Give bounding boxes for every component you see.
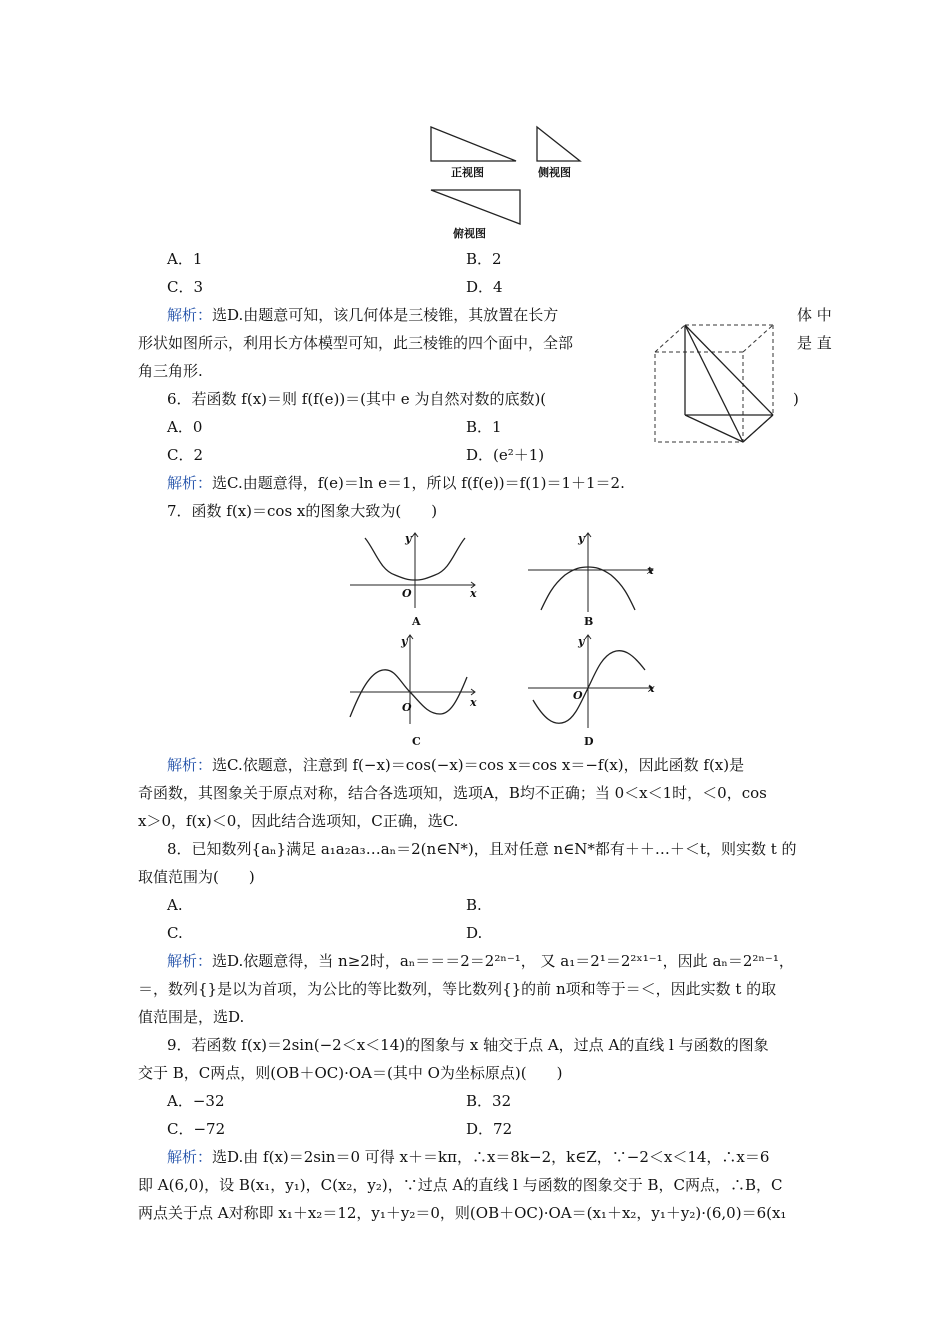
q8-stem-line-2: 取值范围为( ) — [138, 868, 255, 886]
q9-option-c: C．−72 — [167, 1120, 226, 1138]
q7-stem: 7．函数 f(x)＝cos x的图象大致为( ) — [167, 502, 438, 520]
graph-b-x-label: x — [647, 564, 654, 577]
q8-option-a: A. — [167, 896, 183, 914]
q9-stem-line-2: 交于 B，C两点，则(OB＋OC)·OA＝(其中 O为坐标原点)( ) — [138, 1064, 563, 1082]
q7-analysis-line-3: x＞0，f(x)＜0，因此结合选项知，C正确，选C. — [138, 812, 459, 830]
graph-d-origin: O — [573, 689, 583, 702]
graph-d — [523, 632, 663, 732]
q8-analysis-line-2: ＝，数列{}是以为首项，为公比的等比数列，等比数列{}的前 n项和等于＝＜，因此实数 t 的取 — [138, 980, 777, 998]
graph-c — [345, 632, 485, 727]
analysis-label: 解析： — [167, 1148, 213, 1166]
q5-option-b: B．2 — [466, 250, 502, 268]
cuboid-pyramid-figure — [650, 320, 780, 450]
side-view-figure — [534, 124, 584, 164]
top-view-figure — [428, 187, 524, 227]
q9-analysis-line-2: 即 A(6,0)，设 B(x₁，y₁)，C(x₂，y₂)，∵过点 A的直线 l 与函数的图象交于 B，C两点，∴B，C — [138, 1176, 783, 1194]
q6-stem-close: ) — [793, 390, 799, 408]
q5-analysis-line-1-tail: 体 中 — [797, 306, 832, 324]
q6-analysis: 解析：选C.由题意得，f(e)＝ln e＝1，所以 f(f(e))＝f(1)＝1＋1＝2. — [167, 474, 625, 492]
graph-b-caption: B — [584, 615, 594, 628]
q6-option-d: D．(e²＋1) — [466, 446, 545, 464]
q7-analysis-line-2: 奇函数，其图象关于原点对称，结合各选项知，选项A，B均不正确；当 0＜x＜1时，＜0，cos — [138, 784, 767, 802]
graph-d-x-label: x — [648, 682, 655, 695]
analysis-label: 解析： — [167, 474, 213, 492]
q9-option-d: D．72 — [466, 1120, 513, 1138]
top-view-caption: 俯视图 — [453, 227, 486, 240]
analysis-label: 解析： — [167, 756, 213, 774]
graph-c-origin: O — [402, 701, 412, 714]
analysis-label: 解析： — [167, 306, 213, 324]
q9-option-a: A．−32 — [167, 1092, 225, 1110]
front-view-caption: 正视图 — [451, 166, 484, 179]
graph-b-y-label: y — [578, 532, 585, 545]
q8-analysis-line-1: 解析：选D.依题意得，当 n≥2时，aₙ＝＝＝2＝2²ⁿ⁻¹， 又 a₁＝2¹＝2²ˣ¹⁻¹，因此 aₙ＝2²ⁿ⁻¹， — [167, 952, 794, 970]
q8-stem-line-1: 8．已知数列{aₙ}满足 a₁a₂a₃…aₙ＝2(n∈N*)，且对任意 n∈N*都有＋＋…＋＜t，则实数 t 的 — [167, 840, 797, 858]
q6-option-b: B．1 — [466, 418, 502, 436]
q5-option-d: D．4 — [466, 278, 503, 296]
q9-stem-line-1: 9．若函数 f(x)＝2sin(−2＜x＜14)的图象与 x 轴交于点 A，过点 A的直线 l 与函数的图象 — [167, 1036, 769, 1054]
q6-stem: 6．若函数 f(x)＝则 f(f(e))＝(其中 e 为自然对数的底数)( — [167, 390, 547, 408]
graph-b — [523, 530, 663, 615]
graph-a-caption: A — [412, 615, 421, 628]
analysis-label: 解析： — [167, 952, 213, 970]
q8-option-c: C. — [167, 924, 183, 942]
q9-analysis-line-1: 解析：选D.由 f(x)＝2sin＝0 可得 x＋＝kπ，∴x＝8k−2，k∈Z，∵−2＜x＜14，∴x＝6 — [167, 1148, 770, 1166]
q6-option-c: C．2 — [167, 446, 204, 464]
graph-d-y-label: y — [578, 635, 585, 648]
graph-a-y-label: y — [405, 532, 412, 545]
q8-option-b: B. — [466, 896, 482, 914]
side-view-caption: 侧视图 — [538, 166, 571, 179]
q9-option-b: B．32 — [466, 1092, 512, 1110]
graph-c-y-label: y — [401, 635, 408, 648]
q5-analysis-line-1: 解析：选D.由题意可知，该几何体是三棱锥，其放置在长方 — [167, 306, 559, 324]
q5-analysis-line-3: 角三角形. — [138, 362, 203, 380]
q6-option-a: A．0 — [167, 418, 203, 436]
graph-c-x-label: x — [470, 696, 477, 709]
q5-option-a: A．1 — [167, 250, 203, 268]
q9-analysis-line-3: 两点关于点 A对称即 x₁＋x₂＝12，y₁＋y₂＝0，则(OB＋OC)·OA＝(x₁＋x₂，y₁＋y₂)·(6,0)＝6(x₁ — [138, 1204, 787, 1222]
graph-c-caption: C — [412, 735, 421, 748]
front-view-figure — [428, 124, 520, 164]
q5-option-c: C．3 — [167, 278, 204, 296]
graph-a-origin: O — [402, 587, 412, 600]
q7-analysis-line-1: 解析：选C.依题意，注意到 f(−x)＝cos(−x)＝cos x＝cos x＝−f(x)，因此函数 f(x)是 — [167, 756, 745, 774]
q8-option-d: D. — [466, 924, 483, 942]
graph-d-caption: D — [584, 735, 594, 748]
q5-analysis-line-2-tail: 是 直 — [797, 334, 832, 352]
graph-a — [345, 530, 485, 610]
q5-analysis-line-2: 形状如图所示，利用长方体模型可知，此三棱锥的四个面中，全部 — [138, 334, 574, 352]
graph-a-x-label: x — [470, 587, 477, 600]
q8-analysis-line-3: 值范围是，选D. — [138, 1008, 245, 1026]
